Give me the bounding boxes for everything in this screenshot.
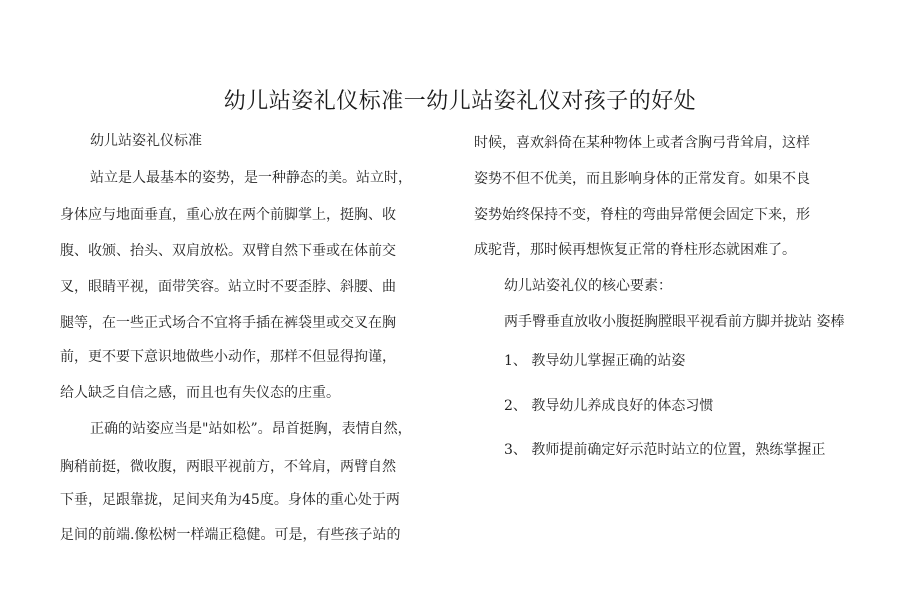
paragraph-line: 幼儿站姿礼仪标准	[90, 133, 202, 149]
list-item: 1、 教导幼儿掌握正确的站姿	[504, 353, 686, 369]
paragraph-line: 姿势不但不优美，而且影响身体的正常发育。如果不良	[474, 171, 810, 187]
paragraph-line: 胸稍前挺，微收腹，两眼平视前方，不耸肩，两臂自然	[60, 459, 396, 475]
paragraph-line: 成驼背，那时候再想恢复正常的脊柱形态就困难了。	[474, 242, 796, 258]
list-item: 3、 教师提前确定好示范时站立的位置，熟练掌握正	[504, 442, 826, 458]
paragraph-line: 腿等，在一些正式场合不宜将手插在裤袋里或交叉在胸	[60, 315, 396, 331]
paragraph-line: 叉，眼睛平视，面带笑容。站立时不要歪脖、斜腰、曲	[60, 279, 396, 295]
paragraph-line: 正确的站姿应当是"站如松”。昂首挺胸，表情自然，	[90, 421, 412, 437]
paragraph-line: 姿势始终保持不变，脊柱的弯曲异常便会固定下来，形	[474, 207, 810, 223]
paragraph-line: 两手臀垂直放收小腹挺胸膛眼平视看前方脚并拢站 姿棒	[504, 314, 845, 330]
paragraph-line: 时候，喜欢斜倚在某种物体上或者含胸弓背耸肩，这样	[474, 135, 810, 151]
paragraph-line: 站立是人最基本的姿势，是一种静态的美。站立时，	[90, 170, 412, 186]
paragraph-line: 幼儿站姿礼仪的核心要素：	[504, 278, 672, 294]
page-title: 幼儿站姿礼仪标准一幼儿站姿礼仪对孩子的好处	[223, 89, 697, 114]
paragraph-line: 给人缺乏自信之感，而且也有失仪态的庄重。	[60, 385, 340, 401]
paragraph-line: 身体应与地面垂直，重心放在两个前脚掌上，挺胸、收	[60, 207, 396, 223]
list-item: 2、 教导幼儿养成良好的体态习惯	[504, 398, 714, 414]
paragraph-line: 下垂，足跟靠拢，足间夹角为45度。身体的重心处于两	[60, 492, 400, 508]
paragraph-line: 腹、收颁、抬头、双肩放松。双臂自然下垂或在体前交	[60, 243, 396, 259]
paragraph-line: 足间的前端.像松树一样端正稳健。可是，有些孩子站的	[60, 527, 401, 543]
paragraph-line: 前，更不要下意识地做些小动作，那样不但显得拘谨，	[60, 349, 396, 365]
